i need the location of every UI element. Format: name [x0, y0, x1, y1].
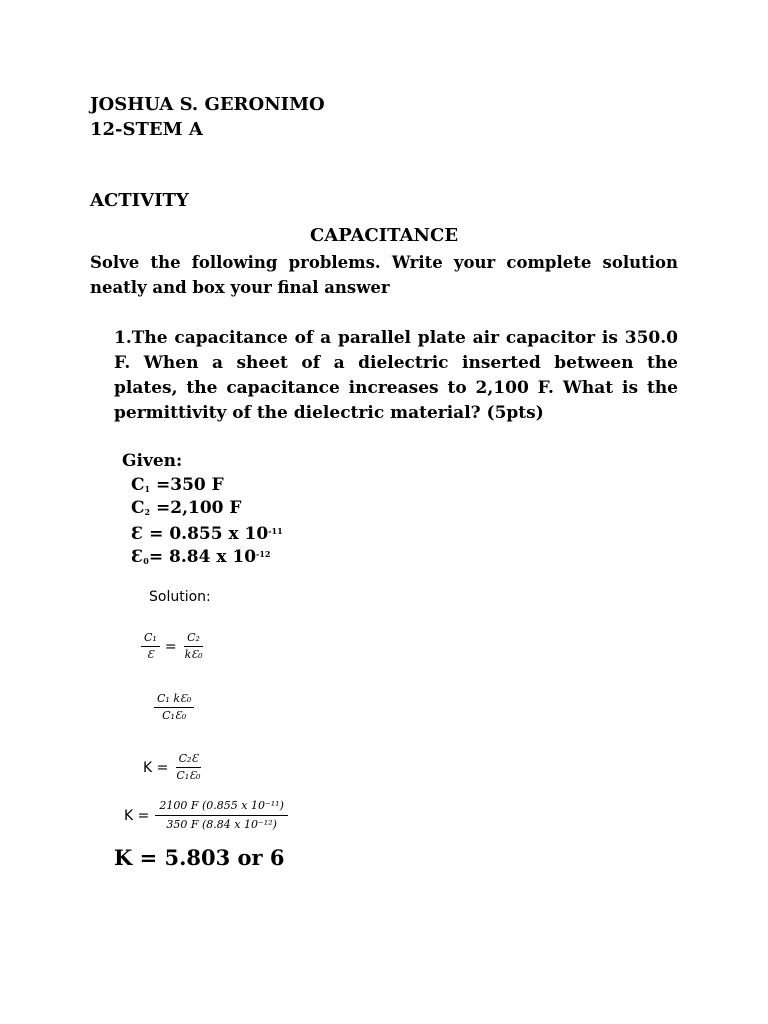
fraction-denominator: kƐ₀ [184, 648, 203, 661]
given-value: =350 F [150, 475, 224, 495]
fraction-numerator: C₁ kƐ₀ [154, 692, 194, 708]
equation-lhs: K = [143, 759, 169, 776]
fraction-numerator: C₂ [184, 631, 203, 647]
equation-4 [124, 799, 288, 832]
page-title: CAPACITANCE [309, 225, 459, 246]
given-exponent: -11 [268, 526, 283, 536]
instructions: Solve the following problems. Write your complete solution neatly and box your final answer [90, 253, 678, 297]
given-line-epsilon0 [131, 543, 271, 573]
equation-3 [143, 752, 203, 783]
given-subscript: 0 [143, 556, 149, 566]
problem-statement: 1.The capacitance of a parallel plate air capacitor is 350.0 F. When a sheet of a dielectric inserted between the plates, the capacitance increases to 2,100 F. What is the permittivity of the dielectric material? (5pts) [114, 328, 678, 423]
given-label: Given: [122, 451, 183, 471]
given-symbol: Ɛ [131, 547, 144, 567]
equation-lhs: K = [124, 807, 150, 824]
student-name: JOSHUA S. GERONIMO [90, 94, 325, 115]
given-subscript: 2 [144, 507, 151, 517]
fraction-denominator: Ɛ [146, 648, 154, 661]
fraction-denominator: C₁Ɛ₀ [162, 709, 187, 722]
fraction-numerator: C₂Ɛ [176, 752, 202, 768]
given-exponent: -12 [256, 549, 271, 559]
given-symbol: C [131, 475, 145, 495]
fraction-lhs [141, 631, 160, 662]
fraction [154, 692, 194, 723]
fraction-rhs [182, 631, 206, 662]
given-symbol: C [131, 498, 145, 518]
given-value: = 0.855 x 10 [143, 524, 269, 544]
equation-2 [154, 692, 194, 723]
fraction [155, 799, 288, 832]
activity-heading: ACTIVITY [90, 190, 189, 211]
given-value: = 8.84 x 10 [148, 547, 257, 567]
given-subscript: 1 [144, 484, 151, 494]
equation-1 [141, 631, 206, 662]
fraction-numerator: C₁ [141, 631, 160, 647]
student-section: 12-STEM A [90, 119, 203, 140]
fraction-denominator: C₁Ɛ₀ [176, 769, 201, 782]
given-symbol: Ɛ [131, 524, 144, 544]
solution-label: Solution: [149, 589, 211, 605]
final-answer: K = 5.803 or 6 [114, 845, 285, 870]
fraction-numerator: 2100 F (0.855 x 10⁻¹¹) [155, 799, 288, 816]
fraction [173, 752, 203, 783]
fraction-denominator: 350 F (8.84 x 10⁻¹²) [166, 818, 277, 831]
given-value: =2,100 F [150, 498, 242, 518]
equals-sign: = [164, 638, 177, 655]
